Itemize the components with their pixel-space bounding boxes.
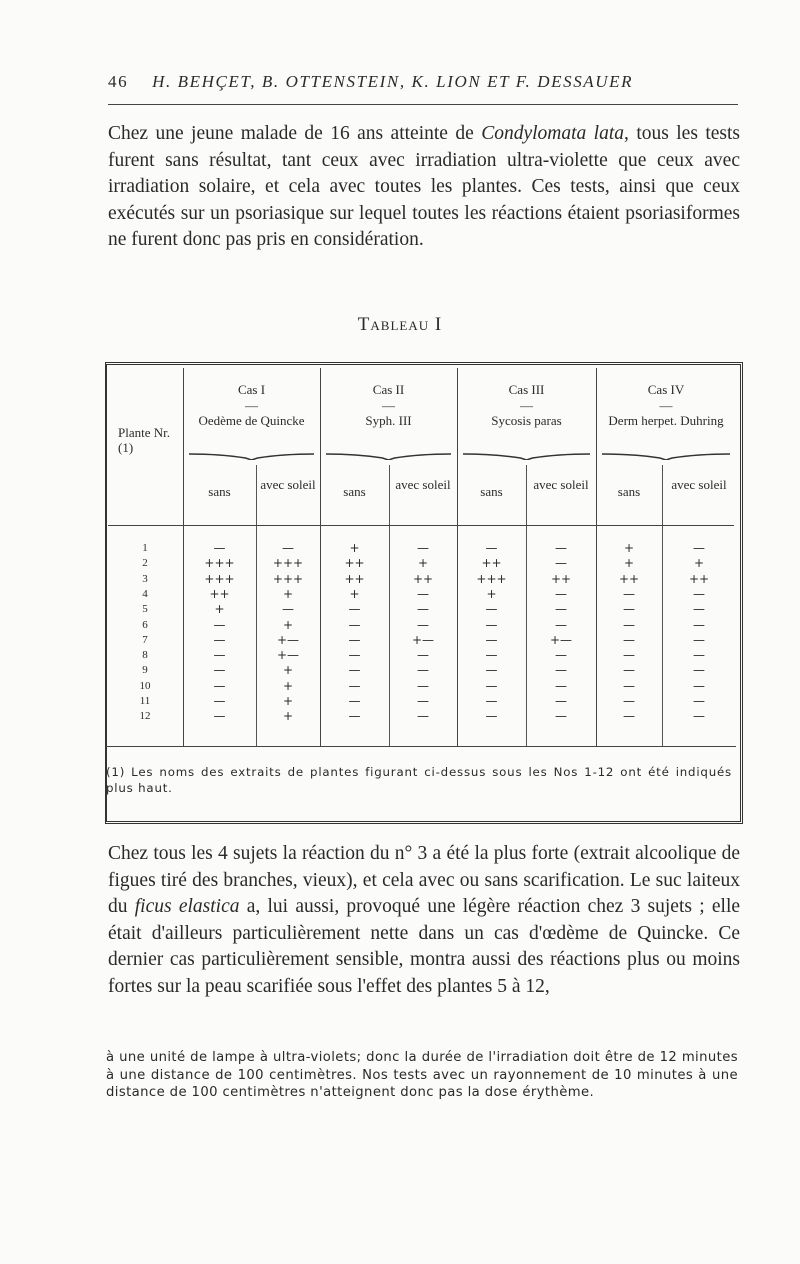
sub-avec-soleil: avec soleil (533, 477, 589, 492)
reaction-value: — (555, 586, 567, 601)
reaction-value: + (349, 541, 360, 555)
reaction-value: +— (411, 632, 435, 647)
reaction-value: — (485, 541, 498, 555)
reaction-value: ++ (344, 571, 365, 586)
plant-number: 9 (142, 664, 148, 677)
reaction-value: — (485, 709, 498, 724)
paragraph-1-text-a: Chez une jeune malade de 16 ans atteinte de (108, 123, 482, 144)
plant-number: 7 (142, 633, 148, 646)
table-header-rule (108, 525, 734, 526)
case-diagnosis: Syph. III (365, 413, 412, 428)
reaction-value: — (417, 663, 429, 678)
reaction-value: — (485, 663, 498, 678)
reaction-value: — (417, 709, 429, 724)
reaction-value: — (485, 678, 498, 693)
reaction-value: — (555, 556, 567, 571)
brace-mark (602, 452, 730, 460)
header-rule (108, 104, 738, 105)
reaction-value: — (693, 586, 705, 601)
paragraph-2-text-b: a, lui aussi, provoqué une légère réaction chez 3 sujets ; elle était d'ailleurs particulièrement nette dans un cas d'œdème de Quincke. Ce dernier cas particulièrement sensible, montra aussi des réactions plus ou moins fortes sur la peau scarifiée sous l'effet des plantes 5 à 12, (108, 896, 741, 997)
case-diagnosis: Derm herpet. Duhring (608, 413, 724, 428)
plant-number: 11 (139, 695, 151, 707)
reaction-value: — (485, 648, 498, 663)
reaction-value: — (623, 709, 635, 724)
reaction-value: ++ (688, 571, 710, 586)
reaction-value: + (282, 663, 294, 678)
reaction-value: — (348, 663, 361, 678)
case-name: Cas IV (647, 382, 685, 397)
table-title: Tableau I (357, 314, 443, 335)
reaction-value: +++ (476, 571, 507, 586)
paragraph-1-italic: Condylomata lata (481, 123, 625, 144)
reaction-value: — (693, 709, 705, 724)
reaction-value: — (623, 602, 635, 617)
reaction-value: — (213, 541, 226, 555)
reaction-value: — (417, 648, 429, 663)
paragraph-2 (108, 841, 740, 1000)
reaction-value: — (693, 541, 705, 555)
reaction-value: — (485, 694, 498, 708)
plant-number: 5 (142, 603, 148, 616)
reaction-value: + (282, 678, 294, 693)
page-number: 46 (108, 72, 129, 91)
reaction-value: +++ (204, 571, 235, 586)
case-dash: — (245, 398, 258, 413)
reaction-value: — (348, 602, 361, 617)
case-dash: — (520, 398, 533, 413)
sub-sans: sans (617, 484, 641, 499)
sub-sans: sans (208, 484, 231, 499)
reaction-value: + (623, 556, 635, 571)
paragraph-2-text-a: Chez tous les 4 sujets la réaction du n° 3 a été la plus forte (extrait alcoolique de figues tiré des branches, vieux), et cela avec ou sans scarification. Le suc laiteux du (108, 843, 740, 917)
running-title: H. BEHÇET, B. OTTENSTEIN, K. LION ET F. DESSAUER (152, 72, 634, 91)
case-name: Cas III (508, 382, 545, 397)
reaction-value: — (623, 586, 635, 601)
reaction-value: — (348, 648, 361, 663)
reaction-value: ++ (412, 571, 434, 586)
paragraph-1-text-b: , tous les tests furent sans résultat, tant ceux avec irradiation ultra-violette que ceux avec irradiation solaire, et cela avec toutes les plantes. Ces tests, ainsi que ceux exécutés sur un psoriasique sur lequel toutes les réactions étaient psoriasiformes ne furent donc pas pris en considération. (108, 123, 740, 250)
reaction-value: — (417, 678, 429, 693)
reaction-value: + (214, 602, 225, 617)
plant-number: 1 (142, 542, 148, 554)
reaction-value: — (555, 602, 567, 617)
brace-mark (189, 452, 314, 460)
reaction-value: — (555, 678, 567, 693)
reaction-value: ++ (618, 571, 640, 586)
reaction-value: — (417, 586, 429, 601)
reaction-value: — (485, 617, 498, 632)
reaction-value: ++ (550, 571, 572, 586)
reaction-value: + (282, 709, 294, 724)
plant-number: 2 (142, 557, 148, 570)
reaction-value: — (623, 678, 635, 693)
reaction-value: +— (276, 632, 300, 647)
reaction-value: — (213, 709, 226, 724)
table-body-rule (106, 746, 736, 747)
case-dash: — (659, 398, 673, 413)
reaction-value: — (213, 617, 226, 632)
reaction-value: — (693, 617, 705, 632)
case-name: Cas II (372, 382, 405, 397)
plant-number: 3 (142, 572, 148, 585)
reaction-value: — (213, 678, 226, 693)
reaction-value: — (348, 678, 361, 693)
reaction-value: — (417, 602, 429, 617)
reaction-value: — (555, 709, 567, 724)
case-diagnosis: Sycosis paras (491, 413, 562, 428)
reaction-value: — (555, 648, 567, 663)
reaction-value: — (213, 632, 226, 647)
reaction-value: — (417, 541, 429, 555)
reaction-value: — (693, 648, 705, 663)
case-diagnosis: Oedème de Quincke (198, 413, 305, 428)
reaction-value: — (417, 694, 429, 708)
reaction-value: — (555, 617, 567, 632)
reaction-value: +++ (272, 556, 304, 571)
reaction-value: — (623, 694, 635, 708)
reaction-value: — (213, 663, 226, 678)
reaction-value: + (282, 617, 294, 632)
reaction-value: + (349, 586, 360, 601)
running-header (108, 72, 738, 92)
reaction-value: + (693, 556, 705, 571)
reaction-value: + (282, 586, 294, 601)
case-name: Cas I (237, 382, 266, 397)
reaction-value: — (555, 541, 567, 555)
reaction-value: — (693, 602, 705, 617)
plant-number: 4 (142, 587, 148, 600)
plant-number: 8 (142, 649, 148, 662)
reaction-value: — (282, 541, 294, 555)
reaction-value: — (623, 648, 635, 663)
reaction-value: — (693, 694, 705, 708)
reaction-value: + (486, 586, 497, 601)
sub-sans: sans (480, 484, 503, 499)
reaction-value: — (485, 602, 498, 617)
paragraph-2-italic: ficus elastica (134, 896, 240, 917)
plant-number: 6 (142, 618, 148, 631)
reaction-value: +++ (204, 556, 235, 571)
plant-number: 10 (139, 679, 151, 692)
reaction-value: — (485, 632, 498, 647)
reaction-value: — (282, 602, 294, 617)
reaction-value: — (693, 678, 705, 693)
reaction-value: — (693, 663, 705, 678)
reaction-value: — (348, 632, 361, 647)
reaction-value: — (555, 694, 567, 708)
reaction-value: +— (549, 632, 573, 647)
reaction-value: — (348, 709, 361, 724)
reaction-value: — (555, 663, 567, 678)
reaction-value: — (348, 617, 361, 632)
reaction-value: +— (276, 648, 300, 663)
reaction-value: — (213, 694, 226, 708)
reaction-value: +++ (272, 571, 304, 586)
reaction-value: ++ (209, 586, 230, 601)
reaction-value: — (623, 632, 635, 647)
reaction-value: — (348, 694, 361, 708)
footnote-continuation: à une unité de lampe à ultra-violets; donc la durée de l'irradiation doit être de 12 minutes à une distance de 100 centimètres. Nos tests avec un rayonnement de 10 minutes à une distance de 100 centimètres n'atteignent donc pas la dose érythème. (106, 1050, 738, 1100)
sub-avec-soleil: avec soleil (260, 477, 316, 492)
reaction-value: — (693, 632, 705, 647)
sub-avec-soleil: avec soleil (671, 477, 727, 492)
reaction-value: + (282, 694, 294, 708)
reaction-value: + (417, 556, 429, 571)
plant-number: 12 (139, 710, 151, 723)
reaction-value: — (213, 648, 226, 663)
plant-header: Plante Nr. (1) (118, 425, 170, 455)
reaction-value: ++ (344, 556, 365, 571)
reaction-value: ++ (481, 556, 502, 571)
brace-mark (326, 452, 451, 460)
paragraph-1 (108, 121, 740, 254)
reaction-value: — (623, 663, 635, 678)
table-note: (1) Les noms des extraits de plantes figurant ci-dessus sous les Nos 1-12 ont été indiqués plus haut. (106, 765, 732, 795)
brace-mark (463, 452, 590, 460)
case-dash: — (382, 398, 395, 413)
sub-sans: sans (343, 484, 366, 499)
reaction-value: — (417, 617, 429, 632)
reaction-value: + (623, 541, 635, 555)
reaction-value: — (623, 617, 635, 632)
sub-avec-soleil: avec soleil (395, 477, 451, 492)
